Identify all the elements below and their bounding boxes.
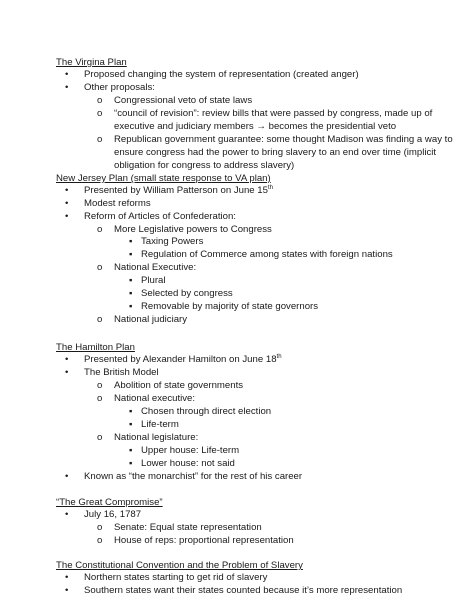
section-title-hamilton-plan: The Hamilton Plan	[56, 342, 135, 353]
bullet-marker: •	[65, 354, 69, 365]
sub-sub-bullet-marker: ▪	[129, 275, 133, 286]
bullet-marker: •	[65, 509, 69, 520]
list-item: Modest reforms	[84, 198, 151, 209]
list-item: Plural	[141, 275, 166, 286]
bullet-marker: •	[65, 572, 69, 583]
list-item-text: Presented by William Patterson on June 15	[84, 185, 268, 196]
list-item: Reform of Articles of Confederation:	[84, 211, 236, 222]
sub-sub-bullet-marker: ▪	[129, 236, 133, 247]
sub-bullet-marker: o	[97, 108, 103, 119]
section-title-virginia-plan: The Virgina Plan	[56, 57, 127, 68]
list-item: Proposed changing the system of representation (created anger)	[84, 69, 359, 80]
list-item: Known as “the monarchist” for the rest of his career	[84, 471, 303, 482]
section-title-slavery: The Constitutional Convention and the Problem of Slavery	[56, 560, 303, 571]
list-item: Abolition of state governments	[114, 380, 244, 391]
list-item-continued: obligation for congress to address slavery)	[114, 160, 295, 171]
list-item: Other proposals:	[84, 82, 155, 93]
list-item-continued: executive and judiciary members → becomes the presidential veto	[114, 121, 397, 132]
list-item: National Executive:	[114, 262, 197, 273]
ordinal-suffix: th	[267, 184, 273, 191]
sub-bullet-marker: o	[97, 535, 103, 546]
list-item: “council of revision”: review bills that were passed by congress, made up of	[114, 108, 433, 119]
sub-sub-bullet-marker: ▪	[129, 458, 133, 469]
sub-sub-bullet-marker: ▪	[129, 249, 133, 260]
bullet-marker: •	[65, 198, 69, 209]
sub-bullet-marker: o	[97, 262, 103, 273]
sub-bullet-marker: o	[97, 393, 103, 404]
list-item-continued: ensure congress had the power to bring slavery to an end over time (implicit	[114, 147, 437, 158]
bullet-marker: •	[65, 82, 69, 93]
bullet-marker: •	[65, 69, 69, 80]
sub-bullet-marker: o	[97, 314, 103, 325]
sub-bullet-marker: o	[97, 380, 103, 391]
list-item	[84, 185, 273, 198]
list-item: Northern states starting to get rid of slavery	[84, 572, 268, 583]
list-item: Selected by congress	[141, 288, 233, 299]
list-item: Senate: Equal state representation	[114, 522, 262, 533]
list-item: Regulation of Commerce among states with foreign nations	[141, 249, 393, 260]
list-item: Southern states want their states counted because it’s more representation	[84, 585, 403, 596]
list-item: Chosen through direct election	[141, 406, 272, 417]
bullet-marker: •	[65, 185, 69, 196]
list-item: Republican government guarantee: some thought Madison was finding a way to	[114, 134, 453, 145]
section-title-great-compromise: “The Great Compromise”	[56, 497, 163, 508]
sub-sub-bullet-marker: ▪	[129, 445, 133, 456]
sub-bullet-marker: o	[97, 432, 103, 443]
sub-bullet-marker: o	[97, 95, 103, 106]
section-title-new-jersey-plan: New Jersey Plan (small state response to VA plan)	[56, 173, 271, 184]
bullet-marker: •	[65, 585, 69, 596]
list-item: National executive:	[114, 393, 196, 404]
sub-sub-bullet-marker: ▪	[129, 288, 133, 299]
sub-sub-bullet-marker: ▪	[129, 419, 133, 430]
sub-sub-bullet-marker: ▪	[129, 301, 133, 312]
list-item: The British Model	[84, 367, 159, 378]
list-item: Congressional veto of state laws	[114, 95, 253, 106]
list-item: July 16, 1787	[84, 509, 142, 520]
list-item: Removable by majority of state governors	[141, 301, 319, 312]
sub-sub-bullet-marker: ▪	[129, 406, 133, 417]
list-item: More Legislative powers to Congress	[114, 224, 272, 235]
sub-bullet-marker: o	[97, 224, 103, 235]
list-item: House of reps: proportional representation	[114, 535, 294, 546]
list-item: Upper house: Life-term	[141, 445, 240, 456]
ordinal-suffix: th	[276, 353, 282, 360]
list-item: National legislature:	[114, 432, 199, 443]
list-item-text: Presented by Alexander Hamilton on June 18	[84, 354, 277, 365]
list-item: Lower house: not said	[141, 458, 235, 469]
bullet-marker: •	[65, 367, 69, 378]
bullet-marker: •	[65, 471, 69, 482]
list-item: National judiciary	[114, 314, 188, 325]
sub-bullet-marker: o	[97, 522, 103, 533]
list-item	[84, 354, 282, 367]
bullet-marker: •	[65, 211, 69, 222]
list-item: Taxing Powers	[141, 236, 204, 247]
list-item: Life-term	[141, 419, 179, 430]
sub-bullet-marker: o	[97, 134, 103, 145]
